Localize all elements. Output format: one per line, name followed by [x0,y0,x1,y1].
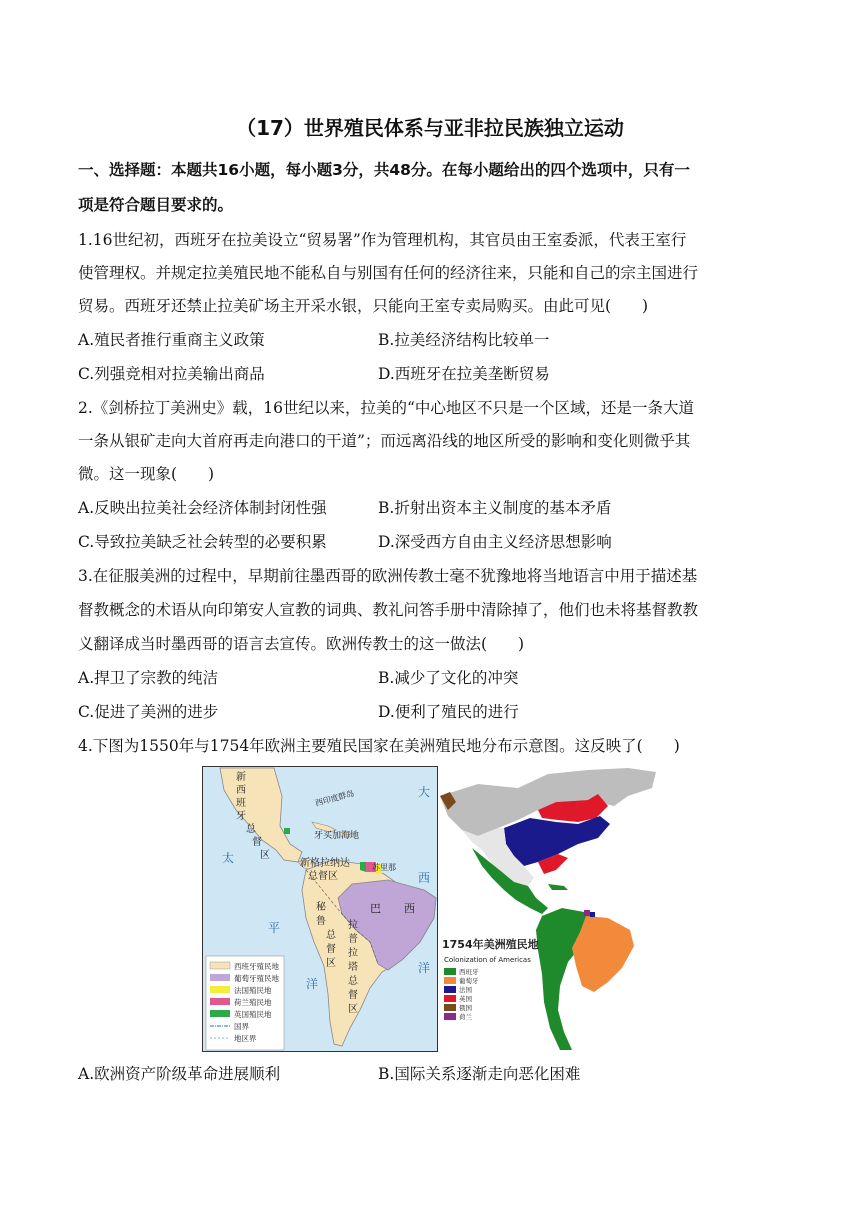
map-1550-legend [206,956,284,1050]
legend2-swatch-portugal [444,977,456,984]
q1-option-b[interactable]: B.拉美经济结构比较单一 [378,331,550,349]
legend2-label-france: 法国 [459,986,472,994]
q4-option-a[interactable]: A.欧洲资产阶级革命进展顺利 [78,1065,281,1083]
q4-stem-line1: 4.下图为1550年与1754年欧洲主要殖民国家在美洲殖民地分布示意图。这反映了( ) [78,737,680,755]
q1-option-a[interactable]: A.殖民者推行重商主义政策 [78,331,265,349]
legend2-label-spain: 西班牙 [459,968,479,976]
map-1754-netherlands [584,910,590,916]
map-1754-title: 1754年美洲殖民地 [442,938,539,951]
legend-label-region: 地区界 [234,1034,257,1043]
q1-stem-line3: 贸易。西班牙还禁止拉美矿场主开采水银，只能向王室专卖局购买。由此可见( ) [78,297,649,315]
map-1550-svg [202,766,438,1052]
q2-stem-line2: 一条从银矿走向大首府再走向港口的干道”；而远离沿线的地区所受的影响和变化则微乎其 [78,432,691,450]
q3-stem-line1: 3.在征服美洲的过程中，早期前往墨西哥的欧洲传教士毫不犹豫地将当地语言中用于描述基 [78,567,698,585]
map-1754-french-guiana [590,912,595,917]
label-ocean-da: 大 [418,785,431,799]
legend-swatch-netherlands [210,998,230,1005]
q2-option-c[interactable]: C.导致拉美缺乏社会转型的必要积累 [78,533,327,551]
label-new-spain-5: 总 [246,824,256,835]
q3-stem-line3: 义翻译成当时墨西哥的语言去宣传。欧洲传教士的这一做法( ) [78,635,525,653]
map-1754-subtitle: Colonization of Americas [444,956,531,964]
q4-option-b[interactable]: B.国际关系逐渐走向恶化困难 [378,1065,581,1083]
label-brazil-1: 巴 [370,902,381,915]
section-instructions-line1: 一、选择题：本题共16小题，每小题3分，共48分。在每小题给出的四个选项中，只有一 [78,161,690,179]
label-suriname: 苏里那 [372,863,396,872]
legend-label-spain: 西班牙殖民地 [234,962,279,971]
legend2-swatch-spain [444,968,456,975]
legend2-swatch-russia [444,1004,456,1011]
label-new-granada-2: 总督区 [308,871,338,882]
map-1754-figure [438,766,660,1052]
q2-stem-line3: 微。这一现象( ) [78,465,215,483]
page-title: （17）世界殖民体系与亚非拉民族独立运动 [236,116,624,140]
q1-stem-line2: 使管理权。并规定拉美殖民地不能私自与别国有任何的经济往来，只能和自己的宗主国进行 [78,264,699,282]
label-ocean-xi: 西 [418,871,431,885]
q2-option-a[interactable]: A.反映出拉美社会经济体制封闭性强 [78,499,327,517]
label-new-spain-4: 牙 [236,811,246,822]
legend-label-britain: 英国殖民地 [234,1010,272,1019]
label-peru-2: 鲁 [316,916,326,927]
label-laplata-3: 拉 [348,948,358,959]
q2-stem-line1: 2.《剑桥拉丁美洲史》载，16世纪以来，拉美的“中心地区不只是一个区域，还是一条大道 [78,399,694,417]
label-peru-3: 总 [326,930,336,941]
legend-swatch-portugal [210,974,230,981]
label-brazil-2: 西 [404,902,415,915]
legend2-label-portugal: 葡萄牙 [459,977,479,985]
map-1754-svg [438,766,660,1052]
label-new-spain-3: 班 [236,798,246,809]
legend2-swatch-france [444,986,456,993]
legend2-swatch-britain [444,995,456,1002]
q1-stem-line1: 1.16世纪初，西班牙在拉美设立“贸易署”作为管理机构，其官员由王室委派，代表王室行 [78,231,687,249]
q1-option-d[interactable]: D.西班牙在拉美垄断贸易 [378,365,550,383]
q1-option-c[interactable]: C.列强竞相对拉美输出商品 [78,365,265,383]
q2-option-d[interactable]: D.深受西方自由主义经济思想影响 [378,533,612,551]
q3-option-d[interactable]: D.便利了殖民的进行 [378,703,519,721]
legend-swatch-spain [210,962,230,969]
label-laplata-6: 督 [348,990,358,1001]
label-new-spain-6: 督 [252,837,262,848]
label-peru-5: 区 [326,958,336,969]
label-ocean-yang: 洋 [418,961,431,975]
label-peru-4: 督 [326,944,336,955]
map-1550-figure [202,766,438,1052]
legend2-label-russia: 俄国 [459,1004,472,1012]
label-jamaica: 牙买加海地 [314,831,360,841]
label-new-spain-2: 西 [236,785,246,796]
label-laplata-1: 拉 [348,920,358,931]
legend-label-france: 法国殖民地 [234,986,272,995]
legend2-label-netherlands: 荷兰 [459,1013,472,1021]
legend-label-portugal: 葡萄牙殖民地 [234,974,279,983]
legend-swatch-britain [210,1010,230,1017]
label-new-spain-1: 新 [236,772,246,783]
label-laplata-5: 总 [348,976,358,987]
label-new-spain-7: 区 [260,850,270,861]
label-ocean-yang2: 洋 [306,977,319,991]
label-ocean-tai: 太 [222,851,235,865]
label-west-indies: 西印度群岛 [314,788,356,808]
legend2-label-britain: 英国 [459,995,472,1003]
section-instructions-line2: 项是符合题目要求的。 [78,196,234,214]
q3-option-a[interactable]: A.捍卫了宗教的纯洁 [78,669,219,687]
label-laplata-4: 塔 [348,962,358,973]
map-1550-british-honduras [284,828,290,834]
label-new-granada-1: 新格拉纳达 [300,858,350,869]
label-ocean-ping: 平 [268,921,281,935]
q3-stem-line2: 督教概念的术语从向印第安人宣教的词典、教礼问答手册中清除掉了，他们也未将基督教教 [78,601,699,619]
q3-option-b[interactable]: B.减少了文化的冲突 [378,669,519,687]
label-laplata-2: 普 [348,934,358,945]
label-peru-1: 秘 [316,902,326,913]
label-laplata-7: 区 [348,1004,358,1015]
legend2-swatch-netherlands [444,1013,456,1020]
legend-label-netherlands: 荷兰殖民地 [234,998,272,1007]
legend-swatch-france [210,986,230,993]
legend-label-border: 国界 [234,1022,249,1031]
q3-option-c[interactable]: C.促进了美洲的进步 [78,703,219,721]
q2-option-b[interactable]: B.折射出资本主义制度的基本矛盾 [378,499,612,517]
